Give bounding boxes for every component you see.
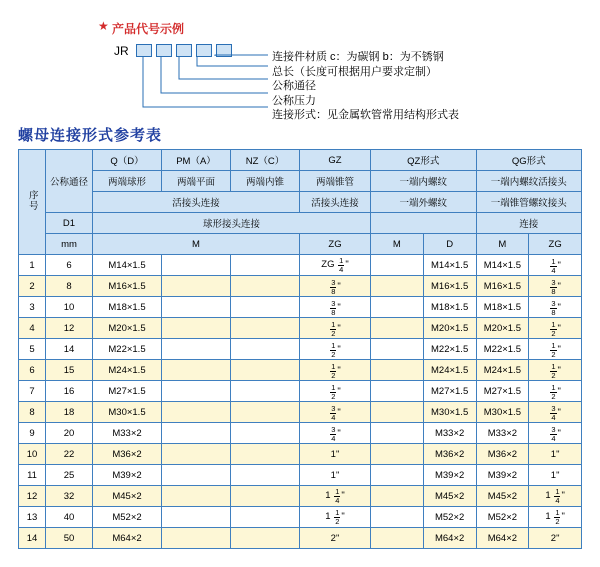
dn-cell: 18 — [46, 402, 93, 423]
header-group-nz: NZ（C） — [231, 150, 300, 171]
qz-d-cell: M16×1.5 — [423, 276, 476, 297]
q-cell: M14×1.5 — [93, 255, 162, 276]
qg-m-cell: M24×1.5 — [476, 360, 529, 381]
q-cell: M36×2 — [93, 444, 162, 465]
pm-cell — [162, 381, 231, 402]
nz-cell — [231, 402, 300, 423]
pm-cell — [162, 318, 231, 339]
pm-cell — [162, 486, 231, 507]
header-qz-thread: 一端外螺纹 — [371, 192, 477, 213]
header-unit-mm: mm — [46, 234, 93, 255]
q-cell: M30×1.5 — [93, 402, 162, 423]
pm-cell — [162, 528, 231, 549]
q-cell: M18×1.5 — [93, 297, 162, 318]
header-qg-thread: 一端锥管螺纹接头 — [476, 192, 582, 213]
header-d1: D1 — [46, 213, 93, 234]
nz-cell — [231, 381, 300, 402]
header-unit-m: M — [93, 234, 300, 255]
qg-m-cell: M39×2 — [476, 465, 529, 486]
table-row — [19, 360, 582, 381]
legend-item-length: 总长（长度可根据用户要求定制） — [272, 65, 437, 78]
header-unit-qz-m: M — [371, 234, 424, 255]
seq-cell: 8 — [19, 402, 46, 423]
gz-cell: $\frac{1}{2}$ " — [300, 360, 371, 381]
star-icon: ★ — [98, 19, 109, 33]
gz-cell: 1" — [300, 444, 371, 465]
qz-d-cell: M33×2 — [423, 423, 476, 444]
seq-cell: 13 — [19, 507, 46, 528]
qz-m-cell — [371, 360, 424, 381]
qz-d-cell: M14×1.5 — [423, 255, 476, 276]
nz-cell — [231, 255, 300, 276]
pm-cell — [162, 339, 231, 360]
qz-m-cell — [371, 444, 424, 465]
q-cell: M22×1.5 — [93, 339, 162, 360]
header-row-2 — [19, 171, 582, 192]
header-qg-desc: 一端内螺纹活接头 — [476, 171, 582, 192]
legend-item-diameter: 公称通径 — [272, 80, 316, 92]
table-row — [19, 465, 582, 486]
header-gz-desc: 两端锥管 — [300, 171, 371, 192]
qg-m-cell: M36×2 — [476, 444, 529, 465]
qz-m-cell — [371, 486, 424, 507]
nz-cell — [231, 486, 300, 507]
pm-cell — [162, 297, 231, 318]
pm-cell — [162, 465, 231, 486]
pm-cell — [162, 360, 231, 381]
header-qg-connect: 连接 — [476, 213, 582, 234]
header-nz-desc: 两端内锥 — [231, 171, 300, 192]
header-dn: 公称通径 — [46, 150, 93, 213]
pm-cell — [162, 423, 231, 444]
pm-cell — [162, 507, 231, 528]
header-ball-connect: 球形接头连接 — [93, 213, 371, 234]
header-unit-qz-d: D — [423, 234, 476, 255]
qg-m-cell: M45×2 — [476, 486, 529, 507]
qg-m-cell: M14×1.5 — [476, 255, 529, 276]
nz-cell — [231, 528, 300, 549]
qz-m-cell — [371, 423, 424, 444]
qg-zg-cell: $\frac{1}{2}$ " — [529, 360, 582, 381]
table-row — [19, 402, 582, 423]
seq-cell: 7 — [19, 381, 46, 402]
q-cell: M24×1.5 — [93, 360, 162, 381]
qz-m-cell — [371, 465, 424, 486]
dn-cell: 32 — [46, 486, 93, 507]
gz-cell: $\frac{3}{8}$ " — [300, 276, 371, 297]
gz-cell: $\frac{3}{4}$ " — [300, 402, 371, 423]
q-cell: M52×2 — [93, 507, 162, 528]
header-unit-zg: ZG — [300, 234, 371, 255]
qz-d-cell: M52×2 — [423, 507, 476, 528]
header-row-3 — [19, 192, 582, 213]
qg-zg-cell: 2" — [529, 528, 582, 549]
qg-zg-cell: $\frac{3}{8}$ " — [529, 276, 582, 297]
legend-item-material: 连接件材质 c：为碳钢 b：为不锈钢 — [272, 51, 444, 63]
dn-cell: 14 — [46, 339, 93, 360]
qg-m-cell: M30×1.5 — [476, 402, 529, 423]
qz-d-cell: M27×1.5 — [423, 381, 476, 402]
table-row — [19, 297, 582, 318]
qg-m-cell: M33×2 — [476, 423, 529, 444]
seq-cell: 9 — [19, 423, 46, 444]
qg-zg-cell: $\frac{3}{4}$ " — [529, 423, 582, 444]
header-row-1 — [19, 150, 582, 171]
diagram-title: 产品代号示例 — [112, 22, 185, 36]
q-cell: M39×2 — [93, 465, 162, 486]
qg-zg-cell: $\frac{1}{2}$ " — [529, 339, 582, 360]
header-gz-union: 活接头连接 — [300, 192, 371, 213]
header-group-qz: QZ形式 — [371, 150, 477, 171]
table-row — [19, 444, 582, 465]
qz-m-cell — [371, 402, 424, 423]
q-cell: M16×1.5 — [93, 276, 162, 297]
header-qz-desc: 一端内螺纹 — [371, 171, 477, 192]
nz-cell — [231, 507, 300, 528]
dn-cell: 22 — [46, 444, 93, 465]
seq-cell: 11 — [19, 465, 46, 486]
dn-cell: 8 — [46, 276, 93, 297]
seq-cell: 2 — [19, 276, 46, 297]
qg-m-cell: M27×1.5 — [476, 381, 529, 402]
qz-d-cell: M45×2 — [423, 486, 476, 507]
nz-cell — [231, 318, 300, 339]
diagram-legend — [272, 50, 459, 123]
qg-m-cell: M22×1.5 — [476, 339, 529, 360]
pm-cell — [162, 402, 231, 423]
table-row — [19, 528, 582, 549]
gz-cell: 2" — [300, 528, 371, 549]
header-group-pm: PM（A） — [162, 150, 231, 171]
qg-zg-cell: $\frac{1}{2}$ " — [529, 381, 582, 402]
qg-zg-cell: 1 $\frac{1}{2}$ " — [529, 507, 582, 528]
gz-cell: $\frac{3}{4}$ " — [300, 423, 371, 444]
qz-d-cell: M30×1.5 — [423, 402, 476, 423]
qg-zg-cell: 1 $\frac{1}{4}$ " — [529, 486, 582, 507]
table-row — [19, 507, 582, 528]
qz-m-cell — [371, 381, 424, 402]
header-qz-connect — [371, 213, 477, 234]
legend-item-pressure: 公称压力 — [272, 94, 316, 107]
table-row — [19, 276, 582, 297]
table-row — [19, 381, 582, 402]
dn-cell: 50 — [46, 528, 93, 549]
qg-zg-cell: $\frac{1}{2}$ " — [529, 318, 582, 339]
nz-cell — [231, 276, 300, 297]
code-prefix: JR — [114, 44, 129, 58]
seq-cell: 6 — [19, 360, 46, 381]
qg-zg-cell: $\frac{1}{4}$ " — [529, 255, 582, 276]
seq-cell: 1 — [19, 255, 46, 276]
product-code-diagram — [0, 0, 600, 120]
qz-d-cell: M36×2 — [423, 444, 476, 465]
header-pm-desc: 两端平面 — [162, 171, 231, 192]
nz-cell — [231, 423, 300, 444]
legend-item-connection: 连接形式：见金属软管常用结构形式表 — [272, 109, 459, 121]
dn-cell: 16 — [46, 381, 93, 402]
q-cell: M33×2 — [93, 423, 162, 444]
qz-m-cell — [371, 276, 424, 297]
header-q-desc: 两端球形 — [93, 171, 162, 192]
header-row-5 — [19, 234, 582, 255]
dn-cell: 15 — [46, 360, 93, 381]
table-row — [19, 486, 582, 507]
dn-cell: 40 — [46, 507, 93, 528]
nut-connection-table — [18, 149, 582, 549]
seq-cell: 3 — [19, 297, 46, 318]
qz-m-cell — [371, 297, 424, 318]
pm-cell — [162, 255, 231, 276]
qz-m-cell — [371, 507, 424, 528]
gz-cell: $\frac{1}{2}$ " — [300, 339, 371, 360]
gz-cell: 1 $\frac{1}{2}$ " — [300, 507, 371, 528]
qg-zg-cell: $\frac{3}{4}$ " — [529, 402, 582, 423]
header-unit-qg-m: M — [476, 234, 529, 255]
table-row — [19, 255, 582, 276]
header-row-4 — [19, 213, 582, 234]
qg-m-cell: M16×1.5 — [476, 276, 529, 297]
qz-m-cell — [371, 339, 424, 360]
q-cell: M27×1.5 — [93, 381, 162, 402]
nz-cell — [231, 339, 300, 360]
header-union-connect: 活接头连接 — [93, 192, 300, 213]
table-body — [19, 255, 582, 549]
pm-cell — [162, 276, 231, 297]
seq-cell: 5 — [19, 339, 46, 360]
dn-cell: 25 — [46, 465, 93, 486]
qg-m-cell: M18×1.5 — [476, 297, 529, 318]
seq-cell: 12 — [19, 486, 46, 507]
nz-cell — [231, 360, 300, 381]
header-seq: 序号 — [19, 150, 46, 255]
page-title: 螺母连接形式参考表 — [18, 127, 163, 144]
qz-d-cell: M18×1.5 — [423, 297, 476, 318]
dn-cell: 20 — [46, 423, 93, 444]
qg-m-cell: M20×1.5 — [476, 318, 529, 339]
gz-cell: ZG $\frac{1}{4}$ " — [300, 255, 371, 276]
qz-d-cell: M39×2 — [423, 465, 476, 486]
table-header — [19, 150, 582, 255]
qz-m-cell — [371, 528, 424, 549]
seq-cell: 4 — [19, 318, 46, 339]
qg-m-cell: M52×2 — [476, 507, 529, 528]
nz-cell — [231, 465, 300, 486]
qz-m-cell — [371, 318, 424, 339]
table-row — [19, 423, 582, 444]
nz-cell — [231, 444, 300, 465]
header-group-qg: QG形式 — [476, 150, 582, 171]
gz-cell: 1 $\frac{1}{4}$ " — [300, 486, 371, 507]
seq-cell: 14 — [19, 528, 46, 549]
nz-cell — [231, 297, 300, 318]
qg-zg-cell: $\frac{3}{8}$ " — [529, 297, 582, 318]
q-cell: M45×2 — [93, 486, 162, 507]
pm-cell — [162, 444, 231, 465]
q-cell: M64×2 — [93, 528, 162, 549]
table-row — [19, 318, 582, 339]
dn-cell: 6 — [46, 255, 93, 276]
gz-cell: $\frac{3}{8}$ " — [300, 297, 371, 318]
q-cell: M20×1.5 — [93, 318, 162, 339]
header-group-q: Q（D） — [93, 150, 162, 171]
seq-cell: 10 — [19, 444, 46, 465]
gz-cell: $\frac{1}{2}$ " — [300, 318, 371, 339]
qg-zg-cell: 1" — [529, 465, 582, 486]
qz-d-cell: M64×2 — [423, 528, 476, 549]
table-row — [19, 339, 582, 360]
qz-m-cell — [371, 255, 424, 276]
qg-zg-cell: 1" — [529, 444, 582, 465]
dn-cell: 10 — [46, 297, 93, 318]
header-unit-qg-zg: ZG — [529, 234, 582, 255]
qz-d-cell: M20×1.5 — [423, 318, 476, 339]
header-group-gz: GZ — [300, 150, 371, 171]
qg-m-cell: M64×2 — [476, 528, 529, 549]
qz-d-cell: M24×1.5 — [423, 360, 476, 381]
qz-d-cell: M22×1.5 — [423, 339, 476, 360]
dn-cell: 12 — [46, 318, 93, 339]
gz-cell: 1" — [300, 465, 371, 486]
gz-cell: $\frac{1}{2}$ " — [300, 381, 371, 402]
